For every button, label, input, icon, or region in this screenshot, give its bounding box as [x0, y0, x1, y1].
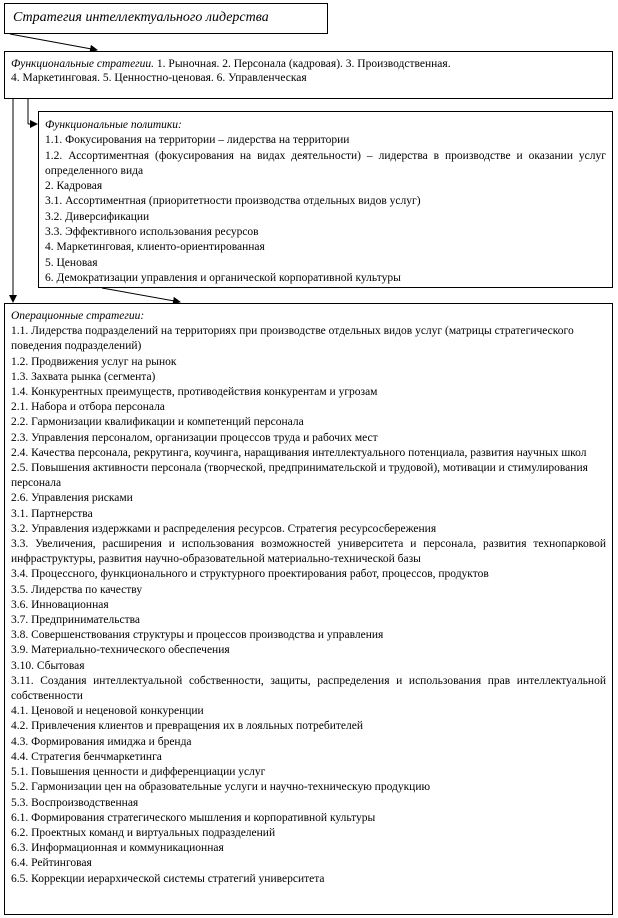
- operational-item: 6.4. Рейтинговая: [11, 857, 92, 870]
- operational-item: 1.1. Лидерства подразделений на территориях при производстве отдельных видов услуг (матрицы стратегического поведения подразделений): [11, 325, 574, 353]
- policy-item: 4. Маркетинговая, клиенто-ориентированная: [45, 241, 265, 254]
- functional-strategies-box: [4, 51, 613, 99]
- arrow-policies-to-operational: [102, 288, 180, 302]
- policy-item: 3.1. Ассортиментная (приоритетности производства отдельных видов услуг): [45, 195, 421, 208]
- operational-item: 2.2. Гармонизации квалификации и компетенций персонала: [11, 416, 304, 429]
- operational-item: 2.1. Набора и отбора персонала: [11, 401, 165, 414]
- functional-strategies-text-2: 4. Маркетинговая. 5. Ценностно-ценовая. 6. Управленческая: [11, 72, 307, 84]
- operational-item: 4.2. Привлечения клиентов и превращения их в лояльных потребителей: [11, 720, 363, 733]
- operational-item: 2.5. Повышения активности персонала (творческой, предпринимательской и трудовой), мотивации и стимулирования персонала: [11, 462, 588, 490]
- operational-item: 3.5. Лидерства по качеству: [11, 583, 143, 596]
- operational-strategies-box: [4, 303, 613, 915]
- policy-item: 1.1. Фокусирования на территории – лидерства на территории: [45, 134, 350, 147]
- operational-item: 3.4. Процессного, функционального и структурного проектирования работ, процессов, продуктов: [11, 568, 489, 581]
- policy-item: 3.2. Диверсификации: [45, 210, 150, 223]
- title-box: [4, 3, 328, 34]
- operational-item: 1.2. Продвижения услуг на рынок: [11, 355, 177, 368]
- operational-item: 6.2. Проектных команд и виртуальных подразделений: [11, 826, 276, 839]
- operational-item: 4.3. Формирования имиджа и бренда: [11, 735, 192, 748]
- policy-item: 1.2. Ассортиментная (фокусирования на видах деятельности) – лидерства в производстве и оказании услуг определенного вида: [45, 149, 606, 177]
- operational-item: 3.6. Инновационная: [11, 598, 109, 611]
- operational-item: 3.9. Материально-технического обеспечения: [11, 644, 230, 657]
- operational-item: 3.10. Сбытовая: [11, 659, 85, 672]
- operational-item: 3.1. Партнерства: [11, 507, 93, 520]
- operational-item: 3.8. Совершенствования структуры и процессов производства и управления: [11, 629, 384, 642]
- operational-item: 5.3. Воспроизводственная: [11, 796, 139, 809]
- policy-item: 2. Кадровая: [45, 180, 103, 193]
- operational-item: 2.4. Качества персонала, рекрутинга, коучинга, наращивания интеллектуального потенциала, развития научных школ: [11, 446, 587, 459]
- functional-strategies-heading: Функциональные стратегии.: [11, 58, 155, 70]
- diagram-title: Стратегия интеллектуального лидерства: [13, 10, 269, 25]
- operational-item: 3.3. Увеличения, расширения и использования возможностей университета и персонала, развития технопарковой инфраструктуры, развития научно-образовательной материально-технической базы: [11, 538, 606, 566]
- operational-item: 3.7. Предпринимательства: [11, 614, 140, 627]
- operational-item: 4.4. Стратегия бенчмаркетинга: [11, 750, 162, 763]
- functional-policies-heading: Функциональные политики:: [45, 119, 182, 131]
- operational-item: 2.6. Управления рисками: [11, 492, 133, 505]
- policy-item: 3.3. Эффективного использования ресурсов: [45, 226, 259, 239]
- operational-item: 5.2. Гармонизации цен на образовательные услуги и научно-техническую продукцию: [11, 781, 431, 794]
- operational-item: 3.2. Управления издержками и распределения ресурсов. Стратегия ресурсосбережения: [11, 522, 437, 535]
- operational-item: 3.11. Создания интеллектуальной собственности, защиты, распределения и использования прав интеллектуальной собственности: [11, 674, 606, 703]
- operational-item: 6.5. Коррекции иерархической системы стратегий университета: [11, 872, 325, 885]
- operational-item: 4.1. Ценовой и неценовой конкуренции: [11, 705, 204, 718]
- operational-item: 5.1. Повышения ценности и дифференциации услуг: [11, 766, 266, 779]
- arrow-title-to-functional: [10, 34, 97, 50]
- operational-item: 1.3. Захвата рынка (сегмента): [11, 370, 156, 383]
- operational-item: 6.1. Формирования стратегического мышления и корпоративной культуры: [11, 811, 376, 824]
- functional-strategies-text-1: 1. Рыночная. 2. Персонала (кадровая). 3. Производственная.: [154, 58, 451, 70]
- functional-strategies-line-1: [11, 57, 606, 71]
- operational-item: 1.4. Конкурентных преимуществ, противодействия конкурентам и угрозам: [11, 386, 378, 399]
- functional-policies-box: [38, 111, 613, 288]
- policy-item: 5. Ценовая: [45, 256, 98, 269]
- operational-item: 2.3. Управления персоналом, организации процессов труда и рабочих мест: [11, 431, 378, 444]
- operational-item: 6.3. Информационная и коммуникационная: [11, 842, 224, 855]
- policy-item: 6. Демократизации управления и органической корпоративной культуры: [45, 271, 401, 284]
- operational-strategies-heading: Операционные стратегии:: [11, 310, 145, 322]
